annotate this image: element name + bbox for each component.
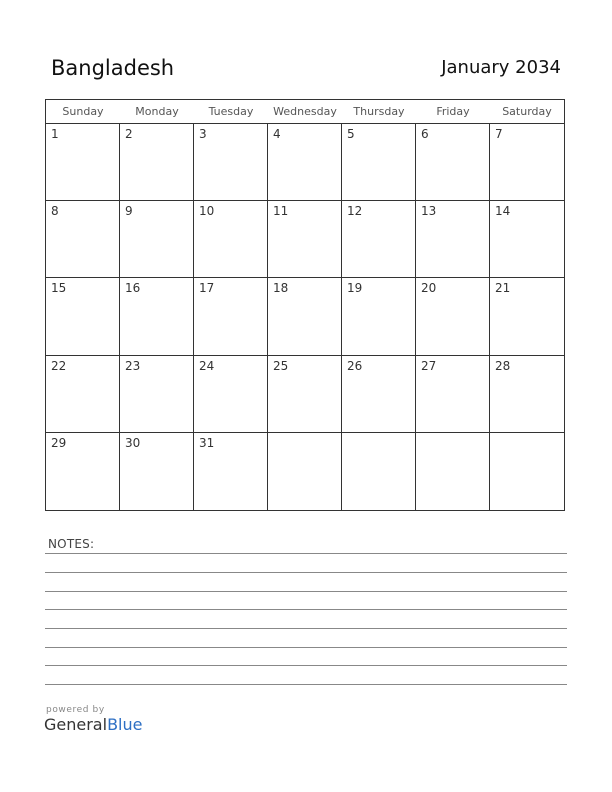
weekday-sunday: Sunday bbox=[62, 105, 104, 118]
day-number: 3 bbox=[199, 127, 207, 141]
day-cell bbox=[46, 201, 120, 278]
day-cell bbox=[268, 433, 342, 510]
day-cell bbox=[268, 124, 342, 201]
day-cell bbox=[120, 201, 194, 278]
day-cell bbox=[194, 124, 268, 201]
day-number: 29 bbox=[51, 435, 67, 450]
day-number: 15 bbox=[51, 281, 67, 296]
calendar-grid bbox=[45, 99, 565, 511]
day-cell bbox=[490, 201, 564, 278]
powered-by-text: powered by bbox=[46, 705, 105, 715]
brand-general: General bbox=[44, 715, 108, 734]
day-number: 12 bbox=[347, 204, 363, 219]
country-title: Bangladesh bbox=[51, 56, 175, 80]
day-cell bbox=[416, 433, 490, 510]
day-number: 2 bbox=[125, 127, 133, 141]
day-number: 19 bbox=[347, 281, 363, 296]
weekday-friday: Friday bbox=[436, 105, 470, 118]
day-number: 21 bbox=[495, 281, 511, 296]
day-cell bbox=[46, 124, 120, 201]
day-cell bbox=[342, 356, 416, 433]
day-cells bbox=[46, 124, 564, 510]
day-number: 7 bbox=[495, 127, 503, 141]
day-number: 13 bbox=[421, 204, 437, 219]
day-number: 28 bbox=[495, 358, 511, 373]
day-cell bbox=[120, 356, 194, 433]
notes-label: NOTES: bbox=[48, 537, 95, 551]
day-number: 23 bbox=[125, 358, 141, 373]
day-cell bbox=[268, 278, 342, 355]
weekday-tuesday: Tuesday bbox=[208, 105, 254, 118]
brand-name bbox=[44, 715, 142, 734]
day-number: 14 bbox=[495, 204, 511, 219]
day-cell bbox=[194, 278, 268, 355]
day-cell bbox=[416, 278, 490, 355]
day-number: 6 bbox=[421, 127, 429, 141]
day-cell bbox=[490, 433, 564, 510]
day-cell bbox=[490, 356, 564, 433]
day-number: 31 bbox=[199, 435, 215, 450]
day-cell bbox=[416, 356, 490, 433]
day-cell bbox=[46, 278, 120, 355]
weekday-thursday: Thursday bbox=[353, 105, 405, 118]
day-number: 10 bbox=[199, 204, 215, 219]
weekday-saturday: Saturday bbox=[502, 105, 552, 118]
weekday-monday: Monday bbox=[135, 105, 179, 118]
day-cell bbox=[120, 124, 194, 201]
note-line bbox=[45, 684, 567, 685]
day-cell bbox=[490, 124, 564, 201]
note-line bbox=[45, 628, 567, 629]
day-number: 8 bbox=[51, 204, 59, 219]
day-number: 11 bbox=[273, 204, 289, 219]
day-cell bbox=[342, 278, 416, 355]
day-cell bbox=[342, 201, 416, 278]
day-number: 5 bbox=[347, 127, 355, 141]
day-cell bbox=[416, 124, 490, 201]
brand-blue: Blue bbox=[107, 715, 143, 734]
day-number: 25 bbox=[273, 358, 289, 373]
day-cell bbox=[194, 356, 268, 433]
weekday-header bbox=[46, 100, 564, 124]
day-cell bbox=[268, 201, 342, 278]
day-number: 18 bbox=[273, 281, 289, 296]
day-number: 16 bbox=[125, 281, 141, 296]
day-cell bbox=[490, 278, 564, 355]
day-cell bbox=[416, 201, 490, 278]
note-line bbox=[45, 553, 567, 554]
day-cell bbox=[46, 433, 120, 510]
day-cell bbox=[194, 201, 268, 278]
month-title: January 2034 bbox=[441, 57, 561, 78]
day-number: 30 bbox=[125, 435, 141, 450]
note-line bbox=[45, 665, 567, 666]
day-cell bbox=[120, 278, 194, 355]
day-cell bbox=[342, 433, 416, 510]
day-number: 20 bbox=[421, 281, 437, 296]
day-number: 24 bbox=[199, 358, 215, 373]
day-cell bbox=[342, 124, 416, 201]
day-number: 4 bbox=[273, 127, 281, 141]
day-number: 26 bbox=[347, 358, 363, 373]
brand-logo bbox=[44, 705, 142, 734]
day-number: 17 bbox=[199, 281, 215, 296]
note-line bbox=[45, 609, 567, 610]
weekday-wednesday: Wednesday bbox=[273, 105, 337, 118]
note-line bbox=[45, 647, 567, 648]
day-cell bbox=[46, 356, 120, 433]
day-number: 9 bbox=[125, 204, 133, 219]
day-cell bbox=[120, 433, 194, 510]
day-number: 1 bbox=[51, 127, 59, 141]
day-number: 22 bbox=[51, 358, 67, 373]
note-line bbox=[45, 591, 567, 592]
day-cell bbox=[268, 356, 342, 433]
day-number: 27 bbox=[421, 358, 437, 373]
note-line bbox=[45, 572, 567, 573]
day-cell bbox=[194, 433, 268, 510]
